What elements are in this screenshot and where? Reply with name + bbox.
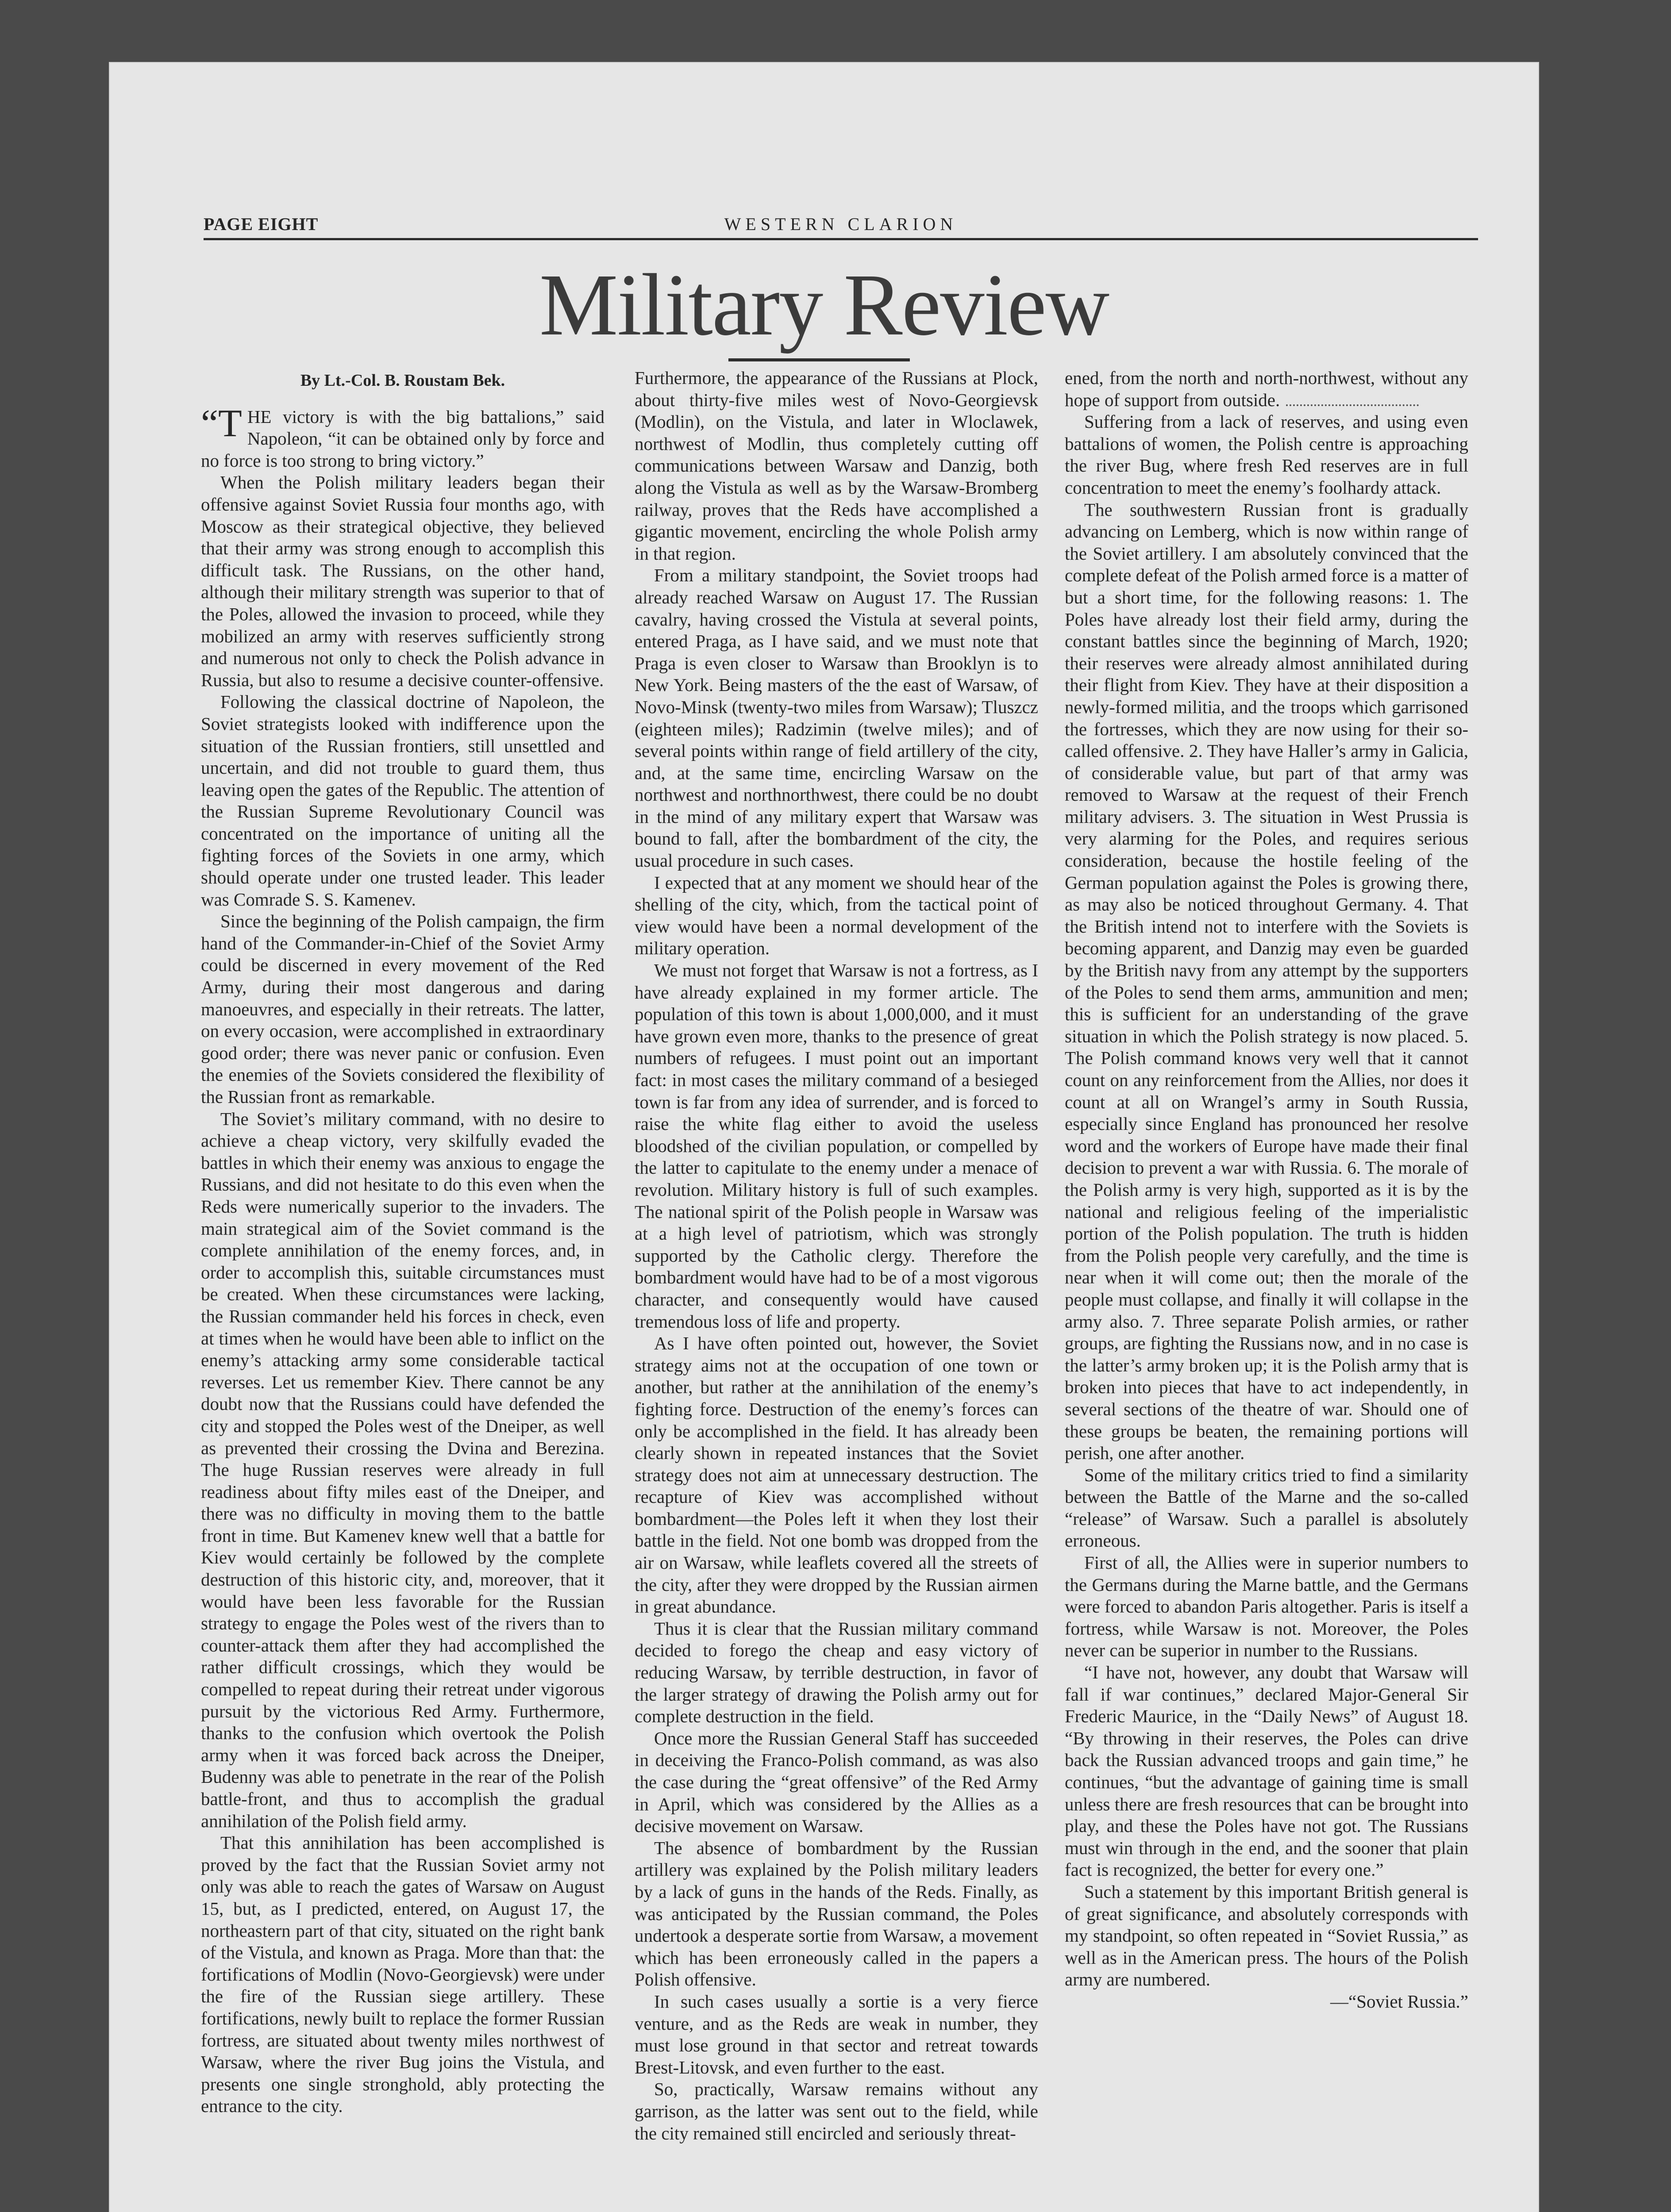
paragraph: That this annihilation has been accomplished is proved by the fact that the Russian Soviet army not only was able to reach the gates of Warsaw on August 15, but, as I predicted, entered, on August 17, the northeastern part of that city, situated on the right bank of the Vistula, and known as Praga. More than that: the fortifications of Modlin (Novo-Georgievsk) were under the fire of the Russian siege artillery. These fortifications, newly built to replace the former Russian fortress, are situated about twenty miles northwest of Warsaw, where the river Bug joins the Vistula, and presents one single stronghold, ably protecting the entrance to the city. (201, 1832, 604, 2116)
paragraph: “I have not, however, any doubt that Warsaw will fall if war continues,” declared Major-General Sir Frederic Maurice, in the “Daily News” of August 18. “By throwing in their reserves, the Poles can drive back the Russian advanced troops and gain time,” he continues, “but the advantage of gaining time is small unless there are fresh resources that can be brought into play, and these the Poles have not got. The Russians must win through in the end, and the sooner that plain fact is recognized, the better for every one.” (1065, 1662, 1468, 1880)
paragraph: First of all, the Allies were in superior numbers to the Germans during the Marne battle, and the Germans were forced to abandon Paris altogether. Paris is itself a fortress, while Warsaw is not. Moreover, the Poles never can be superior in number to the Russians. (1065, 1552, 1468, 1661)
title-rule (728, 358, 910, 361)
paragraph: Suffering from a lack of reserves, and using even battalions of women, the Polish centre is approaching the river Bug, where fresh Red reserves are in full concentration to meet the enemy’s foolhardy attack. (1065, 411, 1468, 498)
paragraph: The southwestern Russian front is gradually advancing on Lemberg, which is now within range of the Soviet artillery. I am absolutely convinced that the complete defeat of the Polish armed force is a matter of but a short time, for the following reasons: 1. The Poles have already lost their field army, during the constant battles since the beginning of March, 1920; their reserves were already almost annihilated during their flight from Kiev. They have at their disposition a newly-formed militia, and the troops which garrisoned the fortresses, which they are now using for their so-called offensive. 2. They have Haller’s army in Galicia, of considerable value, but part of that army was removed to Warsaw at the request of their French military advisers. 3. The situation in West Prussia is very alarming for the Poles, and requires serious consideration, because the hostile feeling of the German population against the Poles is growing there, as may also be noticed throughout Germany. 4. That the British intend not to interfere with the Soviets is becoming apparent, and Danzig may even be guarded by the British navy from any attempt by the supporters of the Poles to send them arms, ammunition and men; this is sufficient for an understanding of the grave situation in which the Polish strategy is now placed. 5. The Polish command knows very well that it cannot count on any reinforcement from the Allies, nor does it count at all on Wrangel’s army in South Russia, especially since England has pronounced her resolve word and the workers of Europe have made their final decision to prevent a war with Russia. 6. The morale of the Polish army is very high, supported as it is by the national and religious feeling of the imperialistic portion of the Polish population. The truth is hidden from the Polish people very carefully, and the time is near when it will come out; then the morale of the people must collapse, and finally it will collapse in the army also. 7. Three separate Polish armies, or rather groups, are fighting the Russians now, and in no case is the latter’s army broken up; it is the Polish army that is broken into pieces that have to act independently, in several sections of the theatre of war. Should one of these groups be beaten, the remaining portions will perish, one after another. (1065, 499, 1468, 1463)
paragraph: When the Polish military leaders began their offensive against Soviet Russia four months ago, with Moscow as their strategical objective, they believed that their army was strong enough to accomplish this difficult task. The Russians, on the other hand, although their military strength was superior to that of the Poles, allowed the invasion to proceed, while they mobilized an army with reserves sufficiently strong and numerous not only to check the Polish advance in Russia, but also to resume a decisive counter-offensive. (201, 472, 604, 690)
paragraph: “THE victory is with the big battalions,” said Napoleon, “it can be obtained only by force and no force is too strong to bring victory.” (201, 402, 604, 471)
source-attribution: —“Soviet Russia.” (1330, 1991, 1468, 2012)
dotted-rule (1286, 404, 1419, 406)
paragraph: So, practically, Warsaw remains without any garrison, as the latter was sent out to the field, while the city remained still encircled and seriously threat- (635, 2079, 1038, 2143)
paragraph: As I have often pointed out, however, the Soviet strategy aims not at the occupation of one town or another, but rather at the annihilation of the enemy’s fighting force. Destruction of the enemy’s forces can only be accomplished in the field. It has already been clearly shown in repeated instances that the Soviet strategy does not aim at unnecessary destruction. The recapture of Kiev was accomplished without bombardment—the Poles left it when they lost their battle in the field. Not one bomb was dropped from the air on Warsaw, while leaflets covered all the streets of the city, after they were dropped by the Russian airmen in great abundance. (635, 1333, 1038, 1617)
paragraph: We must not forget that Warsaw is not a fortress, as I have already explained in my former article. The population of this town is about 1,000,000, and it must have grown even more, thanks to the presence of great numbers of refugees. I must point out an important fact: in most cases the military command of a besieged town is far from any idea of surrender, and is forced to raise the white flag either to avoid the useless bloodshed of the civilian population, or compelled by the latter to capitulate to the enemy under a menace of revolution. Military history is full of such examples. The national spirit of the Polish people in Warsaw was at a high level of patriotism, which was strongly supported by the Catholic clergy. Therefore the bombardment would have had to be of a most vigorous character, and consequently would have caused tremendous loss of life and property. (635, 960, 1038, 1332)
paragraph: From a military standpoint, the Soviet troops had already reached Warsaw on August 17. The Russian cavalry, having crossed the Vistula at several points, entered Praga, as I have said, and we must note that Praga is even closer to Warsaw than Brooklyn is to New York. Being masters of the the east of Warsaw, of Novo-Minsk (twenty-two miles from Warsaw); Tluszcz (eighteen miles); Radzimin (twelve miles); and of several points within range of field artillery of the city, and, at the same time, encircling Warsaw on the northwest and northnorthwest, there could be no doubt in the mind of any military expert that Warsaw was bound to fall, after the bombardment of the city, the usual procedure in such cases. (635, 565, 1038, 871)
drop-cap: “T (201, 402, 242, 445)
paragraph: Once more the Russian General Staff has succeeded in deceiving the Franco-Polish command, as was also the case during the “great offensive” of the Red Army in April, which was considered by the Allies as a decisive movement on Warsaw. (635, 1728, 1038, 1836)
article-column-2 (635, 367, 1038, 2212)
paragraph: Some of the military critics tried to find a similarity between the Battle of the Marne and the so-called “release” of Warsaw. Such a parallel is absolutely erroneous. (1065, 1464, 1468, 1551)
paragraph: Following the classical doctrine of Napoleon, the Soviet strategists looked with indifference upon the situation of the Russian frontiers, still unsettled and uncertain, and did not trouble to guard them, thus leaving open the gates of the Republic. The attention of the Russian Supreme Revolutionary Council was concentrated on the importance of uniting all the fighting forces of the Soviets in one army, which should operate under one trusted leader. This leader was Comrade S. S. Kamenev. (201, 691, 604, 910)
publication-name: WESTERN CLARION (724, 214, 958, 234)
paragraph: I expected that at any moment we should hear of the shelling of the city, which, from the tactical point of view would have been a normal development of the military operation. (635, 872, 1038, 959)
page-number: PAGE EIGHT (204, 214, 319, 234)
paragraph: Thus it is clear that the Russian military command decided to forego the cheap and easy victory of reducing Warsaw, by terrible destruction, in favor of the larger strategy of drawing the Polish army out for complete destruction in the field. (635, 1618, 1038, 1727)
running-head (204, 207, 1478, 240)
paragraph: Furthermore, the appearance of the Russians at Plock, about thirty-five miles west of Novo-Georgievsk (Modlin), on the Vistula, and later in Wloclawek, northwest of Modlin, thus completely cutting off communications between Warsaw and Danzig, both along the Vistula as well as by the Warsaw-Bromberg railway, proves that the Reds have accomplished a gigantic movement, encircling the whole Polish army in that region. (635, 368, 1038, 564)
paragraph: Since the beginning of the Polish campaign, the firm hand of the Commander-in-Chief of the Soviet Army could be discerned in every movement of the Red Army, during their most dangerous and daring manoeuvres, and especially in their retreats. The latter, on every occasion, were accomplished in extraordinary good order; there was never panic or confusion. Even the enemies of the Soviets considered the flexibility of the Russian front as remarkable. (201, 911, 604, 1107)
byline: By Lt.-Col. B. Roustam Bek. (300, 371, 505, 390)
article-title: Military Review (539, 256, 1109, 354)
paragraph: The Soviet’s military command, with no desire to achieve a cheap victory, very skilfully evaded the battles in which their enemy was anxious to engage the Russians, and did not hesitate to do this even when the Reds were numerically superior to the invaders. The main strategical aim of the Soviet command is the complete annihilation of the enemy forces, and, in order to accomplish this, suitable circumstances must be created. When these circumstances were lacking, the Russian commander held his forces in check, even at times when he would have been able to inflict on the enemy’s attacking army some considerable tactical reverses. Let us remember Kiev. There cannot be any doubt now that the Russians could have defended the city and stopped the Poles west of the Dneiper, as well as prevented their crossing the Dvina and Berezina. The huge Russian reserves were already in full readiness about fifty miles east of the Dneiper, and there was no difficulty in moving them to the battle front in time. But Kamenev knew well that a battle for Kiev would certainly be followed by the complete destruction of this historic city, and, moreover, that it would have been less favorable for the Russian strategy to engage the Poles west of the rivers than to counter-attack them after they had accomplished the rather difficult crossings, which they would be compelled to repeat during their retreat under vigorous pursuit by the victorious Red Army. Furthermore, thanks to the confusion which overtook the Polish army when it was forced back across the Dneiper, Budenny was able to penetrate in the rear of the Polish battle-front, and thus to accomplish the gradual annihilation of the Polish field army. (201, 1108, 604, 1831)
paragraph: ened, from the north and north-northwest, without any hope of support from outside. (1065, 368, 1468, 410)
paragraph: Such a statement by this important British general is of great significance, and absolutely corresponds with my standpoint, so often repeated in “Soviet Russia,” as well as in the American press. The hours of the Polish army are numbered. (1065, 1881, 1468, 1990)
paragraph: The absence of bombardment by the Russian artillery was explained by the Polish military leaders by a lack of guns in the hands of the Reds. Finally, as was anticipated by the Russian command, the Poles undertook a desperate sortie from Warsaw, a movement which has been erroneously called in the papers a Polish offensive. (635, 1837, 1038, 1990)
article-column-1 (201, 367, 604, 2212)
newspaper-page (109, 62, 1539, 2212)
article-column-3 (1065, 367, 1468, 2212)
paragraph: In such cases usually a sortie is a very fierce venture, and as the Reds are weak in number, they must lose ground in that sector and retreat towards Brest-Litovsk, and even further to the east. (635, 1991, 1038, 2078)
